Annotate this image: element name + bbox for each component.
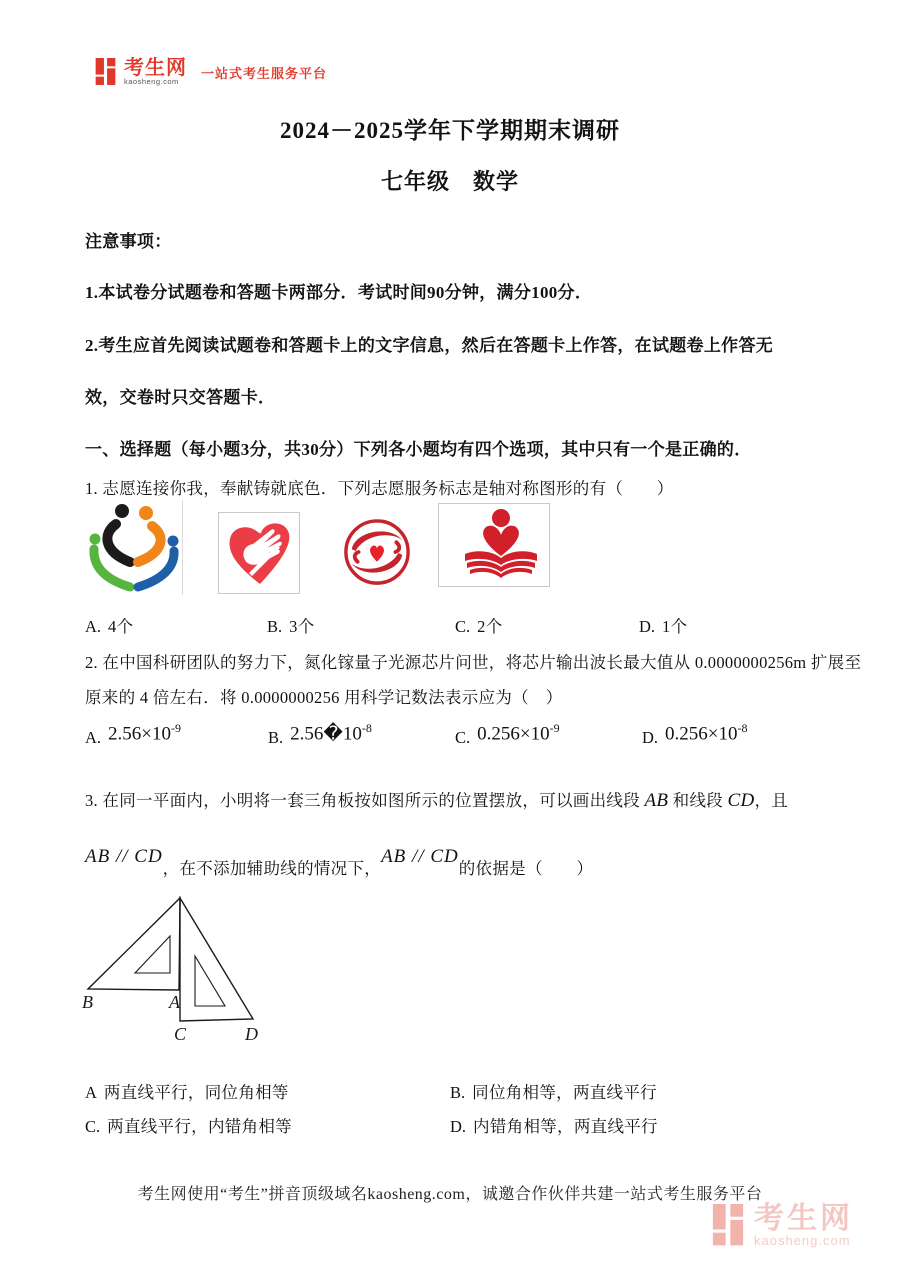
watermark-brand-text: 考生网 (754, 1202, 853, 1235)
q1-option-c (455, 613, 503, 637)
q3-option-b (450, 1079, 657, 1103)
option-label: A. (85, 617, 102, 636)
notice-line-2: 2.考生应首先阅读试题卷和答题卡上的文字信息，然后在答题卡上作答，在试题卷上作答无 (85, 336, 774, 355)
diagram-label-a: A (169, 992, 180, 1012)
option-label: C. (85, 1117, 101, 1136)
math-ab-parallel-cd: AB // CD (85, 846, 163, 867)
notice-heading: 注意事项： (85, 232, 172, 251)
option-label: C. (455, 728, 471, 748)
kaosheng-logo (95, 58, 327, 86)
book-heart-volunteer-logo (438, 503, 550, 587)
option-text: 内错角相等，两直线平行 (473, 1117, 658, 1136)
q1-option-d (639, 613, 687, 637)
math-ab-parallel-cd: AB // CD (381, 846, 459, 867)
question-3-line-1: 3. 在同一平面内，小明将一套三角板按如图所示的位置摆放，可以画出线段 AB 和线段 CD，且 (85, 790, 789, 811)
section-heading: 一、选择题（每小题3分，共30分）下列各小题均有四个选项，其中只有一个是正确的． (85, 440, 752, 459)
math-cd: CD (727, 790, 755, 811)
footer-text: 考生网使用“考生”拼音顶级域名kaosheng.com，诚邀合作伙伴共建一站式考生服务平台 (137, 1186, 763, 1203)
q3-option-a (85, 1079, 289, 1103)
hand-heart-volunteer-logo (218, 512, 300, 594)
question-1-text: 1. 志愿连接你我，奉献铸就底色．下列志愿服务标志是轴对称图形的有（ ） (85, 479, 674, 498)
notice-line-1: 1.本试卷分试题卷和答题卡两部分．考试时间90分钟，满分100分． (85, 283, 593, 302)
option-value: $0.256\times 10^{-9}$ (477, 721, 560, 745)
logo-domain-text: kaosheng.com (124, 77, 179, 86)
q1-option-b (267, 613, 315, 637)
option-label: C. (455, 617, 471, 636)
notice-line-3: 效，交卷时只交答题卡． (85, 388, 276, 407)
option-label: D. (450, 1117, 467, 1136)
option-text: 4个 (108, 617, 134, 636)
hands-circle-heart-volunteer-logo (342, 516, 412, 588)
q2-option-a (85, 721, 182, 749)
people-heart-volunteer-logo (85, 500, 183, 595)
option-label: D. (639, 617, 656, 636)
kaosheng-blocks-icon (712, 1204, 744, 1247)
option-value: $0.256\times 10^{-8}$ (665, 721, 748, 745)
page-title: 2024－2025学年下学期期末调研 (280, 118, 620, 143)
diagram-label-b: B (82, 992, 93, 1012)
q2-option-d (642, 721, 748, 749)
option-text: 同位角相等，两直线平行 (472, 1083, 657, 1102)
q2-option-c (455, 721, 560, 749)
diagram-label-d: D (245, 1024, 258, 1044)
option-text: 1个 (662, 617, 688, 636)
option-text: 两直线平行，同位角相等 (103, 1083, 289, 1102)
option-text: 2个 (477, 617, 503, 636)
option-label: A. (85, 728, 102, 748)
option-label: B. (268, 728, 284, 748)
option-value: $2.56�10^{-8}$ (290, 721, 372, 745)
logo-brand-text: 考生网 (124, 57, 187, 79)
option-label: A (85, 1083, 97, 1102)
diagram-label-c: C (174, 1024, 187, 1044)
question-2-line-2: 原来的 4 倍左右．将 0.0000000256 用科学记数法表示应为（ ） (85, 688, 563, 707)
q3-option-c (85, 1113, 292, 1137)
logo-text-block (124, 58, 187, 86)
logo-tagline: 一站式考生服务平台 (201, 65, 328, 81)
set-squares-parallel-lines-figure (80, 890, 270, 1050)
option-label: B. (267, 617, 283, 636)
option-text: 两直线平行，内错角相等 (107, 1117, 292, 1136)
kaosheng-blocks-icon (95, 58, 116, 86)
option-label: D. (642, 728, 659, 748)
q2-option-b (268, 721, 372, 749)
option-label: B. (450, 1083, 466, 1102)
page-subtitle: 七年级 数学 (380, 169, 519, 194)
kaosheng-watermark (712, 1204, 853, 1248)
math-ab: AB (644, 790, 669, 811)
option-text: 3个 (289, 617, 315, 636)
q1-option-a (85, 613, 133, 637)
watermark-text-block (754, 1204, 853, 1248)
watermark-domain-text: kaosheng.com (754, 1233, 851, 1248)
question-3-line-2: AB // CD，在不添加辅助线的情况下，AB // CD的依据是（ ） (85, 846, 594, 878)
q3-option-d (450, 1113, 658, 1137)
option-value: $2.56\times 10^{-9}$ (108, 721, 182, 745)
question-2-line-1: 2. 在中国科研团队的努力下，氮化镓量子光源芯片问世，将芯片输出波长最大值从 0.0000000256m 扩展至 (85, 653, 862, 672)
